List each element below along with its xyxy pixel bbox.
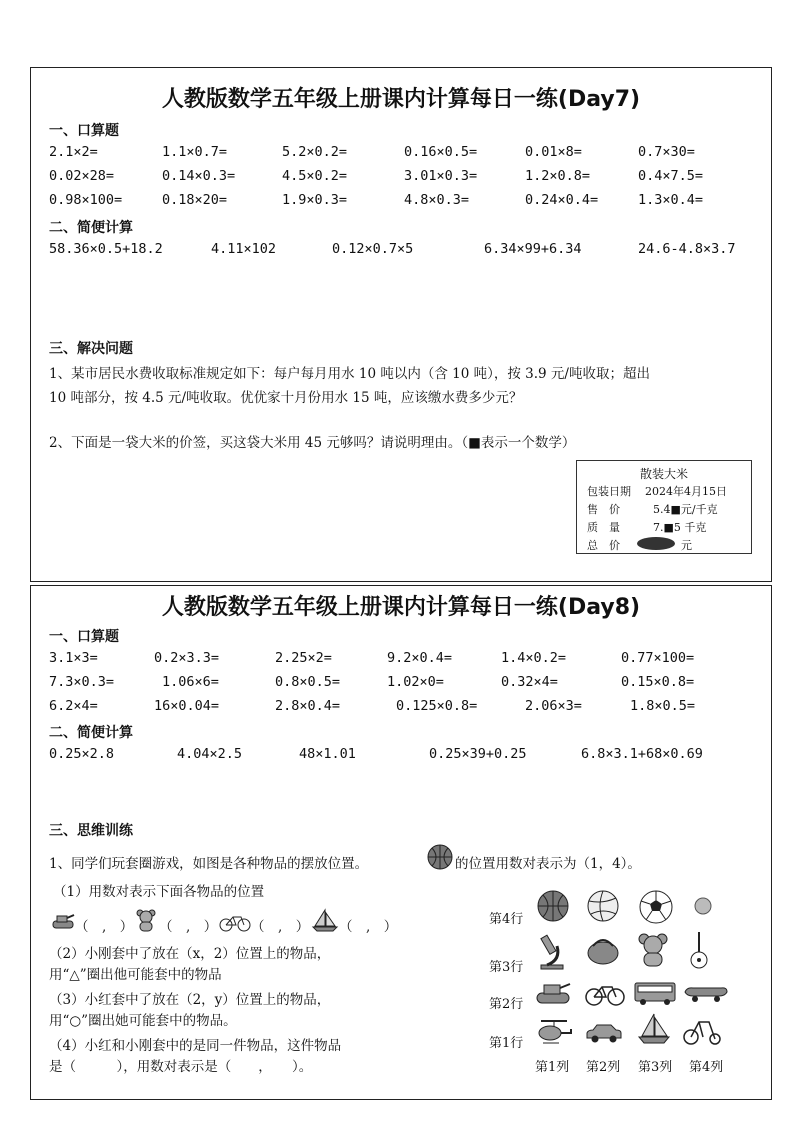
oral-item: 0.14×0.3= [162, 168, 236, 184]
day8-section-thinking: 三、思维训练 [49, 823, 133, 839]
price-tag-value: 元 [681, 539, 692, 552]
price-tag-value: 5.4■元/千克 [653, 503, 718, 516]
sailboat-icon [637, 1012, 671, 1046]
sub-question-4-b: 是（ ），用数对表示是（ ， ）。 [49, 1059, 313, 1075]
simple-item: 6.34×99+6.34 [484, 241, 582, 257]
price-tag-value: 2024年4月15日 [645, 485, 727, 498]
oral-item: 9.2×0.4= [387, 650, 453, 666]
oral-item: 0.24×0.4= [525, 192, 599, 208]
day8-oral-row [49, 698, 759, 718]
price-tag-label: 质 量 [587, 521, 620, 534]
column-label: 第1列 [535, 1060, 570, 1075]
sub-question-3-a: （3）小红套中了放在（2，y）位置上的物品， [49, 992, 331, 1008]
day8-title: 人教版数学五年级上册课内计算每日一练(Day8) [161, 595, 641, 620]
oral-item: 0.15×0.8= [621, 674, 695, 690]
problem-1-line-1: 1、某市居民水费收取标准规定如下：每户每月用水 10 吨以内（含 10 吨），按 3.9 元/吨收取；超出 [49, 366, 650, 382]
oral-item: 2.25×2= [275, 650, 332, 666]
day7-section-simple: 二、简便计算 [49, 220, 133, 236]
skateboard-icon [683, 984, 729, 1004]
guitar-icon [687, 930, 711, 970]
day8-simple-row [49, 746, 759, 766]
bag-icon [585, 934, 621, 966]
tricycle-icon [683, 1016, 723, 1046]
day8-section-oral: 一、口算题 [49, 629, 119, 645]
oral-item: 1.06×6= [162, 674, 219, 690]
oral-item: 1.3×0.4= [638, 192, 704, 208]
oral-item: 4.8×0.3= [404, 192, 470, 208]
simple-item: 4.11×102 [211, 241, 277, 257]
row-label: 第1行 [489, 1036, 524, 1051]
day7-section-oral: 一、口算题 [49, 123, 119, 139]
oral-item: 1.9×0.3= [282, 192, 348, 208]
blank-2[interactable]: （ , ） [159, 919, 218, 935]
thinking-q1-b: 的位置用数对表示为（1，4）。 [455, 856, 641, 872]
simple-item: 0.12×0.7×5 [332, 241, 414, 257]
row-label: 第2行 [489, 997, 524, 1012]
bicycle-icon [219, 912, 251, 932]
tank-icon [51, 912, 75, 930]
day8-oral-row [49, 674, 759, 694]
simple-item: 0.25×39+0.25 [429, 746, 527, 762]
oral-item: 0.98×100= [49, 192, 123, 208]
oral-item: 0.125×0.8= [396, 698, 478, 714]
volleyball-icon [587, 890, 619, 922]
column-label: 第4列 [689, 1060, 724, 1075]
oral-item: 2.06×3= [525, 698, 582, 714]
day7-section-problems: 三、解决问题 [49, 341, 133, 357]
helicopter-icon [535, 1018, 573, 1046]
oral-item: 1.4×0.2= [501, 650, 567, 666]
oral-item: 0.4×7.5= [638, 168, 704, 184]
simple-item: 0.25×2.8 [49, 746, 115, 762]
sub-question-2-a: （2）小刚套中了放在（x，2）位置上的物品， [49, 946, 331, 962]
day8-panel [30, 585, 772, 1100]
day8-oral-row [49, 650, 759, 670]
oral-item: 3.01×0.3= [404, 168, 478, 184]
simple-item: 4.04×2.5 [177, 746, 243, 762]
basketball-icon [537, 890, 569, 922]
price-tag-title: 散装大米 [639, 467, 688, 481]
row-label: 第4行 [489, 912, 524, 927]
oral-item: 6.2×4= [49, 698, 98, 714]
oral-item: 7.3×0.3= [49, 674, 115, 690]
oral-item: 1.02×0= [387, 674, 444, 690]
basketball-icon [427, 844, 453, 870]
teddy-bear-icon [637, 932, 669, 968]
oral-item: 3.1×3= [49, 650, 98, 666]
ink-blot [637, 537, 675, 550]
blank-3[interactable]: （ , ） [251, 919, 310, 935]
bicycle-icon [585, 980, 625, 1006]
car-icon [585, 1022, 623, 1044]
price-tag-label: 包装日期 [587, 485, 631, 498]
oral-item: 0.77×100= [621, 650, 695, 666]
day7-oral-row [49, 192, 759, 212]
tank-icon [535, 980, 571, 1006]
price-tag-label: 售 价 [587, 503, 620, 516]
problem-2: 2、下面是一袋大米的价签，买这袋大米用 45 元够吗？请说明理由。（■表示一个数学） [49, 435, 576, 451]
sub-question-4-a: （4）小红和小刚套中的是同一件物品，这件物品 [49, 1038, 342, 1054]
sailboat-icon [311, 908, 339, 932]
oral-item: 0.18×20= [162, 192, 228, 208]
simple-item: 58.36×0.5+18.2 [49, 241, 163, 257]
sub-question-2-b: 用“△”圈出他可能套中的物品 [49, 967, 222, 983]
oral-item: 0.2×3.3= [154, 650, 220, 666]
blank-4[interactable]: （ , ） [339, 919, 398, 935]
oral-item: 0.32×4= [501, 674, 558, 690]
price-tag-value: 7.■5 千克 [653, 521, 707, 534]
day7-oral-row [49, 144, 759, 164]
oral-item: 1.2×0.8= [525, 168, 591, 184]
column-label: 第2列 [586, 1060, 621, 1075]
problem-1-line-2: 10 吨部分，按 4.5 元/吨收取。优优家十月份用水 15 吨，应该缴水费多少元？ [49, 390, 523, 406]
bus-icon [633, 980, 677, 1006]
oral-item: 2.1×2= [49, 144, 98, 160]
sub-question-3-b: 用“○”圈出她可能套中的物品。 [49, 1013, 237, 1029]
day7-panel [30, 67, 772, 582]
day7-title: 人教版数学五年级上册课内计算每日一练(Day7) [161, 87, 641, 112]
oral-item: 0.16×0.5= [404, 144, 478, 160]
price-tag-label: 总 价 [587, 539, 620, 552]
oral-item: 4.5×0.2= [282, 168, 348, 184]
oral-item: 0.8×0.5= [275, 674, 341, 690]
row-label: 第3行 [489, 960, 524, 975]
day7-simple-row [49, 241, 759, 261]
simple-item: 6.8×3.1+68×0.69 [581, 746, 703, 762]
rice-price-tag [576, 460, 752, 554]
sub-question-1: （1）用数对表示下面各物品的位置 [53, 884, 265, 900]
blank-1[interactable]: （ , ） [75, 919, 134, 935]
oral-item: 2.8×0.4= [275, 698, 341, 714]
day7-oral-row [49, 168, 759, 188]
microscope-icon [537, 932, 567, 970]
simple-item: 24.6-4.8×3.7 [638, 241, 736, 257]
oral-item: 1.1×0.7= [162, 144, 228, 160]
oral-item: 0.01×8= [525, 144, 582, 160]
oral-item: 5.2×0.2= [282, 144, 348, 160]
day8-section-simple: 二、简便计算 [49, 725, 133, 741]
column-label: 第3列 [638, 1060, 673, 1075]
oral-item: 0.02×28= [49, 168, 115, 184]
simple-item: 48×1.01 [299, 746, 356, 762]
oral-item: 16×0.04= [154, 698, 220, 714]
thinking-q1-a: 1、同学们玩套圈游戏，如图是各种物品的摆放位置。 [49, 856, 369, 872]
oral-item: 0.7×30= [638, 144, 695, 160]
ping-pong-ball-icon [693, 896, 713, 916]
soccer-ball-icon [639, 890, 673, 924]
teddy-bear-icon [135, 908, 157, 932]
oral-item: 1.8×0.5= [630, 698, 696, 714]
